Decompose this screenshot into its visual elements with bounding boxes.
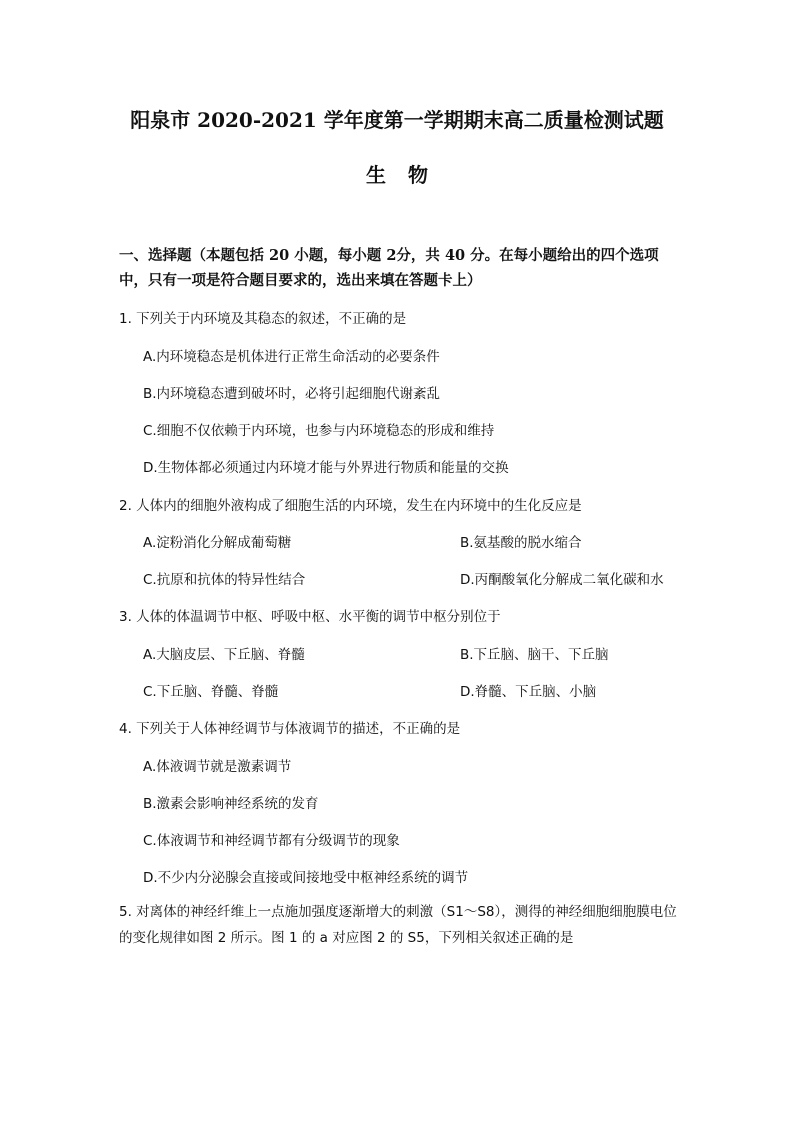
- subject-char-2: 物: [408, 163, 428, 187]
- question-1-option-c: C.细胞不仅依赖于内环境，也参与内环境稳态的形成和维持: [143, 423, 495, 439]
- question-3-stem: 3. 人体的体温调节中枢、呼吸中枢、水平衡的调节中枢分别位于: [119, 609, 501, 625]
- question-3-option-d: D.脊髓、下丘脑、小脑: [460, 684, 597, 700]
- question-4-option-d: D.不少内分泌腺会直接或间接地受中枢神经系统的调节: [143, 870, 469, 886]
- question-2-stem: 2. 人体内的细胞外液构成了细胞生活的内环境，发生在内环境中的生化反应是: [119, 498, 582, 514]
- question-4-stem: 4. 下列关于人体神经调节与体液调节的描述，不正确的是: [119, 721, 461, 737]
- question-2-option-a: A.淀粉消化分解成葡萄糖: [143, 535, 292, 551]
- question-4-option-c: C.体液调节和神经调节都有分级调节的现象: [143, 833, 400, 849]
- section-heading: 一、选择题（本题包括 20 小题，每小题 2分，共 40 分。在每小题给出的四个选项中，只有一项是符合题目要求的，选出来填在答题卡上）: [119, 247, 659, 289]
- question-3-option-b: B.下丘脑、脑干、下丘脑: [460, 647, 609, 663]
- question-1-option-a: A.内环境稳态是机体进行正常生命活动的必要条件: [143, 349, 440, 365]
- question-4-option-a: A.体液调节就是激素调节: [143, 759, 292, 775]
- question-5-stem: 5. 对离体的神经纤维上一点施加强度逐渐增大的刺激（S1～S8），测得的神经细胞细胞膜电位的变化规律如图 2 所示。图 1 的 a 对应图 2 的 S5，下列相关叙述正确的是: [119, 904, 677, 946]
- question-2-option-d: D.丙酮酸氧化分解成二氧化碳和水: [460, 572, 664, 588]
- question-1-stem: 1. 下列关于内环境及其稳态的叙述，不正确的是: [119, 311, 407, 327]
- question-4-option-b: B.激素会影响神经系统的发育: [143, 796, 319, 812]
- question-1-option-d: D.生物体都必须通过内环境才能与外界进行物质和能量的交换: [143, 460, 509, 476]
- question-3-option-a: A.大脑皮层、下丘脑、脊髓: [143, 647, 305, 663]
- question-2-option-c: C.抗原和抗体的特异性结合: [143, 572, 306, 588]
- subject-title: [0, 159, 794, 188]
- question-3-option-c: C.下丘脑、脊髓、脊髓: [143, 684, 279, 700]
- subject-char-1: 生: [366, 163, 386, 187]
- question-1-option-b: B.内环境稳态遭到破坏时，必将引起细胞代谢紊乱: [143, 386, 441, 402]
- exam-title: 阳泉市 2020-2021 学年度第一学期期末高二质量检测试题: [130, 108, 664, 132]
- question-2-option-b: B.氨基酸的脱水缩合: [460, 535, 582, 551]
